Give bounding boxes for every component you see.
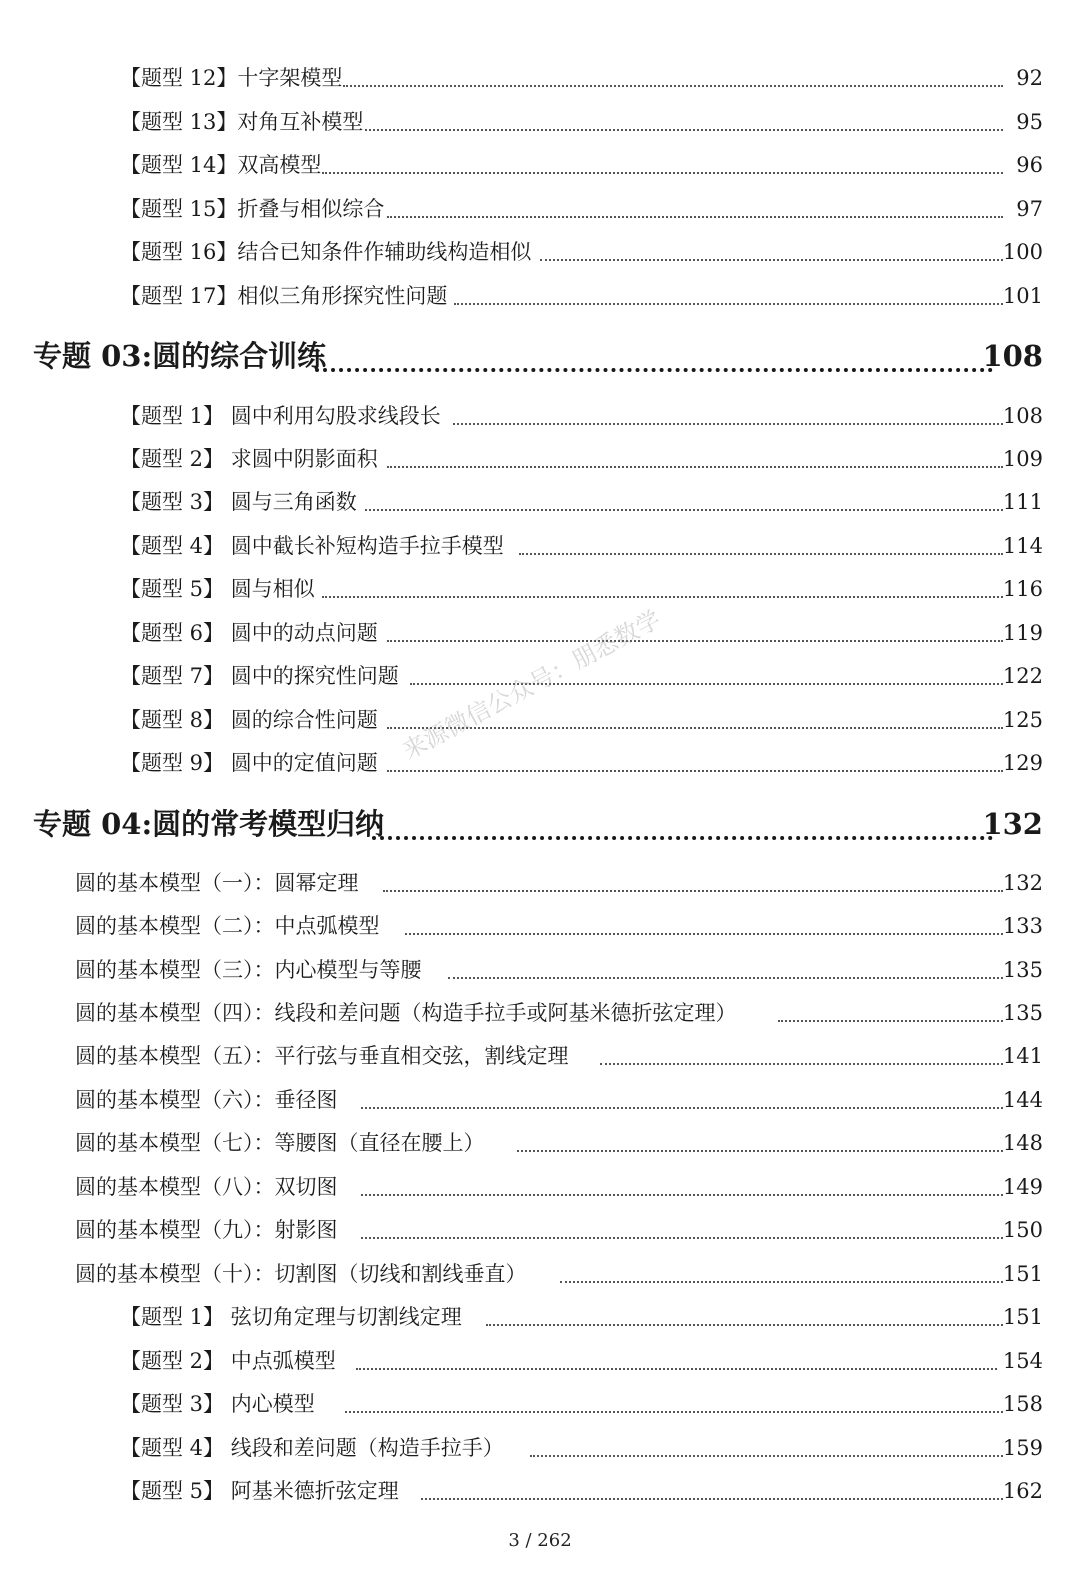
toc-entry-title: 【题型 2】 求圆中阴影面积: [120, 447, 378, 471]
leader-dots: [315, 368, 993, 372]
toc-entry-title: 圆的基本模型（三）：内心模型与等腰: [75, 958, 422, 982]
toc-entry-title: 圆的基本模型（七）：等腰图（直径在腰上）: [75, 1131, 485, 1155]
toc-entry-page: 154: [1002, 1349, 1043, 1373]
toc-entry-title: 【题型 6】 圆中的动点问题: [120, 621, 378, 645]
toc-entry[interactable]: [0, 192, 1080, 226]
leader-dots: [365, 129, 1003, 131]
chapter-page: 132: [982, 807, 1043, 841]
toc-entry[interactable]: [0, 442, 1080, 476]
toc-entry-title: 【题型 7】 圆中的探究性问题: [120, 664, 399, 688]
toc-entry-title: 【题型 5】 圆与相似: [120, 577, 315, 601]
leader-dots: [361, 1237, 1003, 1239]
leader-dots: [343, 85, 1003, 87]
watermark: 来源微信公众号：朋悉数学: [397, 605, 666, 766]
toc-entry-title: 【题型 2】 中点弧模型: [120, 1349, 336, 1373]
toc-entry[interactable]: [0, 1300, 1080, 1334]
toc-entry[interactable]: [0, 1213, 1080, 1247]
leader-dots: [345, 1411, 1003, 1413]
toc-entry[interactable]: [0, 866, 1080, 900]
toc-entry-title: 圆的基本模型（二）：中点弧模型: [75, 914, 380, 938]
toc-entry-title: 圆的基本模型（五）：平行弦与垂直相交弦，割线定理: [75, 1044, 569, 1068]
leader-dots: [383, 890, 1003, 892]
leader-dots: [453, 423, 1003, 425]
toc-entry[interactable]: [0, 529, 1080, 563]
toc-entry[interactable]: [0, 1387, 1080, 1421]
toc-entry[interactable]: [0, 1474, 1080, 1508]
toc-entry-page: 151: [1002, 1305, 1043, 1329]
toc-entry-page: 148: [1002, 1131, 1043, 1155]
leader-dots: [387, 640, 1003, 642]
toc-entry[interactable]: [0, 1083, 1080, 1117]
toc-entry-page: 132: [1002, 871, 1043, 895]
toc-entry[interactable]: [0, 746, 1080, 780]
toc-entry[interactable]: [0, 996, 1080, 1030]
leader-dots: [361, 1107, 1003, 1109]
toc-entry[interactable]: [0, 105, 1080, 139]
toc-entry[interactable]: [0, 61, 1080, 95]
leader-dots: [540, 259, 1003, 261]
toc-entry[interactable]: [0, 1431, 1080, 1465]
toc-entry-title: 【题型 4】 圆中截长补短构造手拉手模型: [120, 534, 504, 558]
toc-entry-title: 【题型 16】结合已知条件作辅助线构造相似: [120, 240, 532, 264]
leader-dots: [322, 172, 1003, 174]
toc-entry-page: 144: [1002, 1088, 1043, 1112]
toc-entry[interactable]: [0, 399, 1080, 433]
toc-entry-page: 116: [1002, 577, 1043, 601]
toc-entry-page: 159: [1002, 1436, 1043, 1460]
toc-entry-page: 149: [1002, 1175, 1043, 1199]
leader-dots: [519, 553, 1003, 555]
toc-entry-title: 【题型 3】 圆与三角函数: [120, 490, 357, 514]
toc-entry-page: 158: [1002, 1392, 1043, 1416]
toc-entry[interactable]: [0, 703, 1080, 737]
chapter-title: 专题 04:圆的常考模型归纳: [33, 807, 385, 841]
toc-entry-page: 97: [1016, 197, 1043, 221]
toc-entry-title: 【题型 15】折叠与相似综合: [120, 197, 385, 221]
leader-dots: [387, 770, 1003, 772]
leader-dots: [530, 1455, 1003, 1457]
leader-dots: [600, 1063, 1003, 1065]
toc-entry[interactable]: [0, 235, 1080, 269]
toc-entry[interactable]: [0, 485, 1080, 519]
toc-entry-page: 150: [1002, 1218, 1043, 1242]
page-number-footer: 3 / 262: [508, 1530, 572, 1551]
toc-entry[interactable]: [0, 279, 1080, 313]
toc-entry-title: 【题型 17】相似三角形探究性问题: [120, 284, 448, 308]
toc-entry-page: 135: [1002, 958, 1043, 982]
toc-entry-page: 119: [1002, 621, 1043, 645]
toc-entry-page: 111: [1002, 490, 1043, 514]
toc-entry-title: 圆的基本模型（一）：圆幂定理: [75, 871, 359, 895]
toc-entry[interactable]: [0, 1344, 1080, 1378]
chapter-title: 专题 03:圆的综合训练: [33, 339, 327, 373]
toc-entry-page: 108: [1002, 404, 1043, 428]
toc-entry[interactable]: [0, 953, 1080, 987]
toc-chapter-heading[interactable]: [0, 802, 1080, 846]
leader-dots: [405, 933, 1003, 935]
toc-entry-page: 92: [1016, 66, 1043, 90]
leader-dots: [322, 596, 1003, 598]
leader-dots: [486, 1324, 1003, 1326]
leader-dots: [387, 216, 1003, 218]
toc-entry-page: 122: [1002, 664, 1043, 688]
toc-entry[interactable]: [0, 1170, 1080, 1204]
toc-entry-title: 圆的基本模型（九）：射影图: [75, 1218, 338, 1242]
leader-dots: [421, 1498, 1003, 1500]
toc-entry-page: 100: [1002, 240, 1043, 264]
toc-entry[interactable]: [0, 148, 1080, 182]
leader-dots: [560, 1281, 1003, 1283]
toc-entry[interactable]: [0, 1257, 1080, 1291]
leader-dots: [356, 1368, 997, 1370]
toc-entry-title: 【题型 9】 圆中的定值问题: [120, 751, 378, 775]
toc-entry-page: 125: [1002, 708, 1043, 732]
toc-entry-title: 圆的基本模型（四）：线段和差问题（构造手拉手或阿基米德折弦定理）: [75, 1001, 737, 1025]
chapter-page: 108: [982, 339, 1043, 373]
toc-entry-title: 【题型 1】 弦切角定理与切割线定理: [120, 1305, 462, 1329]
toc-entry-title: 圆的基本模型（六）：垂径图: [75, 1088, 338, 1112]
toc-entry[interactable]: [0, 909, 1080, 943]
toc-entry[interactable]: [0, 1039, 1080, 1073]
toc-entry-page: 101: [1002, 284, 1043, 308]
toc-entry-page: 141: [1002, 1044, 1043, 1068]
toc-entry-page: 133: [1002, 914, 1043, 938]
toc-entry-title: 【题型 8】 圆的综合性问题: [120, 708, 378, 732]
toc-entry-page: 95: [1016, 110, 1043, 134]
leader-dots: [778, 1020, 1003, 1022]
toc-entry-title: 【题型 4】 线段和差问题（构造手拉手）: [120, 1436, 504, 1460]
toc-entry-title: 【题型 12】十字架模型: [120, 66, 343, 90]
toc-entry-page: 129: [1002, 751, 1043, 775]
toc-entry[interactable]: [0, 616, 1080, 650]
toc-entry[interactable]: [0, 1126, 1080, 1160]
toc-entry-title: 圆的基本模型（十）：切割图（切线和割线垂直）: [75, 1262, 527, 1286]
toc-entry-title: 【题型 14】双高模型: [120, 153, 322, 177]
toc-entry-title: 【题型 3】 内心模型: [120, 1392, 315, 1416]
leader-dots: [365, 509, 1003, 511]
toc-entry-title: 【题型 13】对角互补模型: [120, 110, 364, 134]
leader-dots: [387, 466, 1003, 468]
toc-chapter-heading[interactable]: [0, 334, 1080, 378]
toc-entry-title: 圆的基本模型（八）：双切图: [75, 1175, 338, 1199]
toc-entry-page: 151: [1002, 1262, 1043, 1286]
toc-entry-title: 【题型 1】 圆中利用勾股求线段长: [120, 404, 441, 428]
leader-dots: [454, 303, 1003, 305]
leader-dots: [372, 836, 993, 840]
leader-dots: [448, 977, 1003, 979]
toc-entry-page: 135: [1002, 1001, 1043, 1025]
toc-entry[interactable]: [0, 572, 1080, 606]
toc-entry-page: 114: [1002, 534, 1043, 558]
leader-dots: [361, 1194, 1003, 1196]
toc-entry-page: 96: [1016, 153, 1043, 177]
toc-entry-page: 109: [1002, 447, 1043, 471]
toc-entry-page: 162: [1002, 1479, 1043, 1503]
leader-dots: [517, 1150, 1003, 1152]
toc-entry-title: 【题型 5】 阿基米德折弦定理: [120, 1479, 399, 1503]
